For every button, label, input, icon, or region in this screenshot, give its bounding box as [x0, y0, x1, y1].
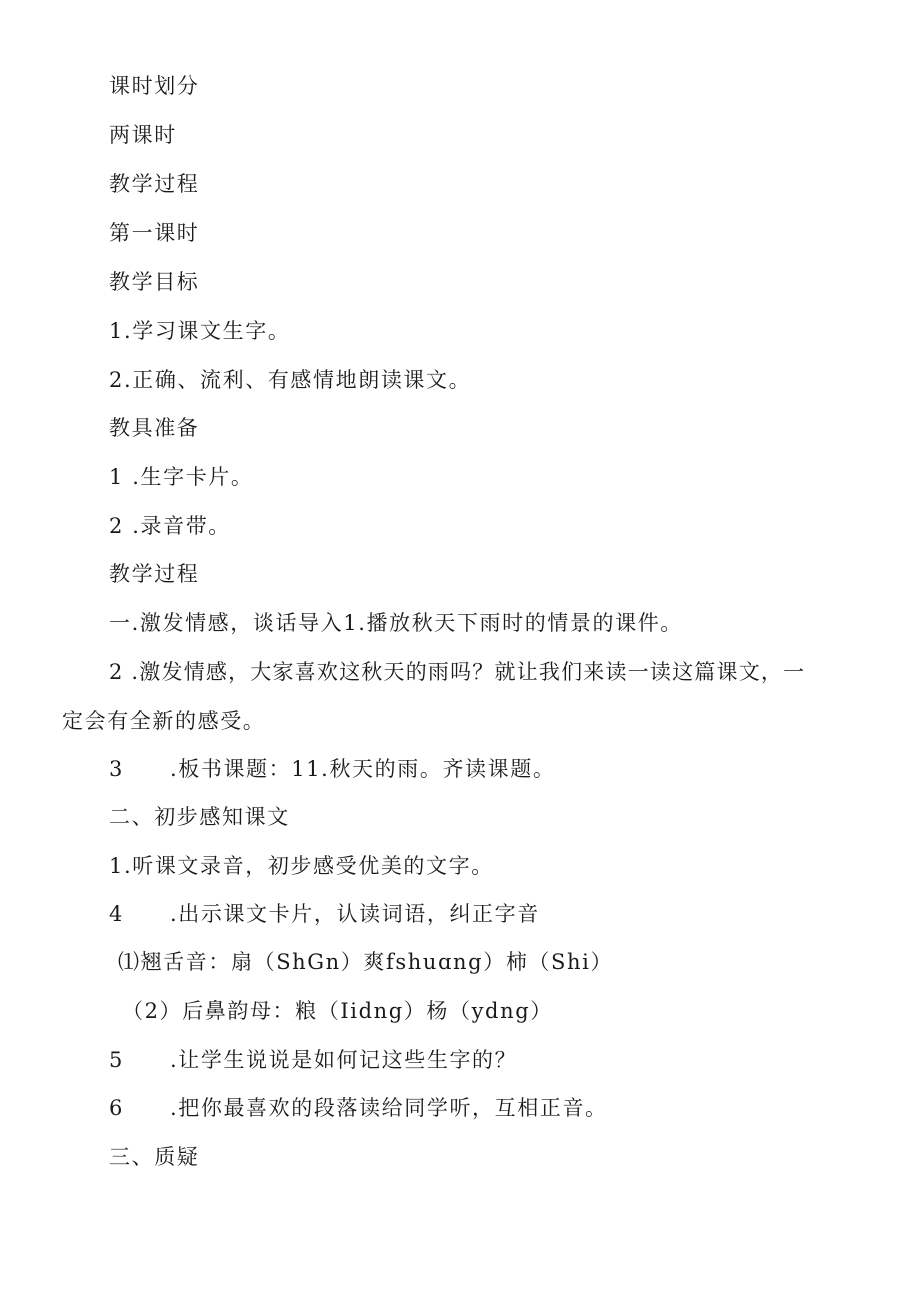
item-text: .把你最喜欢的段落读给同学听，互相正音。: [169, 1096, 608, 1120]
numbered-line: [109, 755, 555, 783]
text-line: 2 .激发情感，大家喜欢这秋天的雨吗？就让我们来读一读这篇课文，一: [109, 660, 806, 684]
text-line: 1 .生字卡片。: [109, 465, 254, 489]
item-text: .让学生说说是如何记这些生字的？: [169, 1048, 518, 1072]
text-line: 第一课时: [109, 221, 200, 245]
text-line: 1.学习课文生字。: [109, 319, 291, 343]
text-line: 教学目标: [109, 270, 200, 294]
text-line: ⑴翘舌音：扇（ShGn）爽fshuɑng）柿（Shi）: [118, 950, 614, 974]
item-text: .出示课文卡片，认读词语，纠正字音: [169, 902, 540, 926]
text-line: 定会有全新的感受。: [62, 709, 266, 733]
numbered-line: [109, 1046, 517, 1074]
text-line: 2 .录音带。: [109, 514, 231, 538]
item-text: .板书课题：11.秋天的雨。齐读课题。: [169, 757, 556, 781]
item-number: 5: [109, 1048, 124, 1072]
numbered-line: [109, 900, 540, 928]
text-line: 1.听课文录音，初步感受优美的文字。: [109, 854, 494, 878]
item-number: 3: [109, 757, 124, 781]
text-line: （2）后鼻韵母：粮（Iidng）杨（ydng）: [122, 999, 553, 1023]
text-line: 教学过程: [109, 562, 200, 586]
text-line: 三、质疑: [109, 1145, 200, 1169]
text-line: 二、初步感知课文: [109, 805, 290, 829]
item-number: 6: [109, 1096, 124, 1120]
text-line: 教具准备: [109, 416, 200, 440]
text-line: 教学过程: [109, 172, 200, 196]
numbered-line: [109, 1094, 608, 1122]
item-number: 4: [109, 902, 124, 926]
text-line: 2.正确、流利、有感情地朗读课文。: [109, 368, 472, 392]
text-line: 两课时: [109, 123, 177, 147]
text-line: 一.激发情感，谈话导入1.播放秋天下雨时的情景的课件。: [109, 611, 683, 635]
text-line: 课时划分: [109, 74, 200, 98]
